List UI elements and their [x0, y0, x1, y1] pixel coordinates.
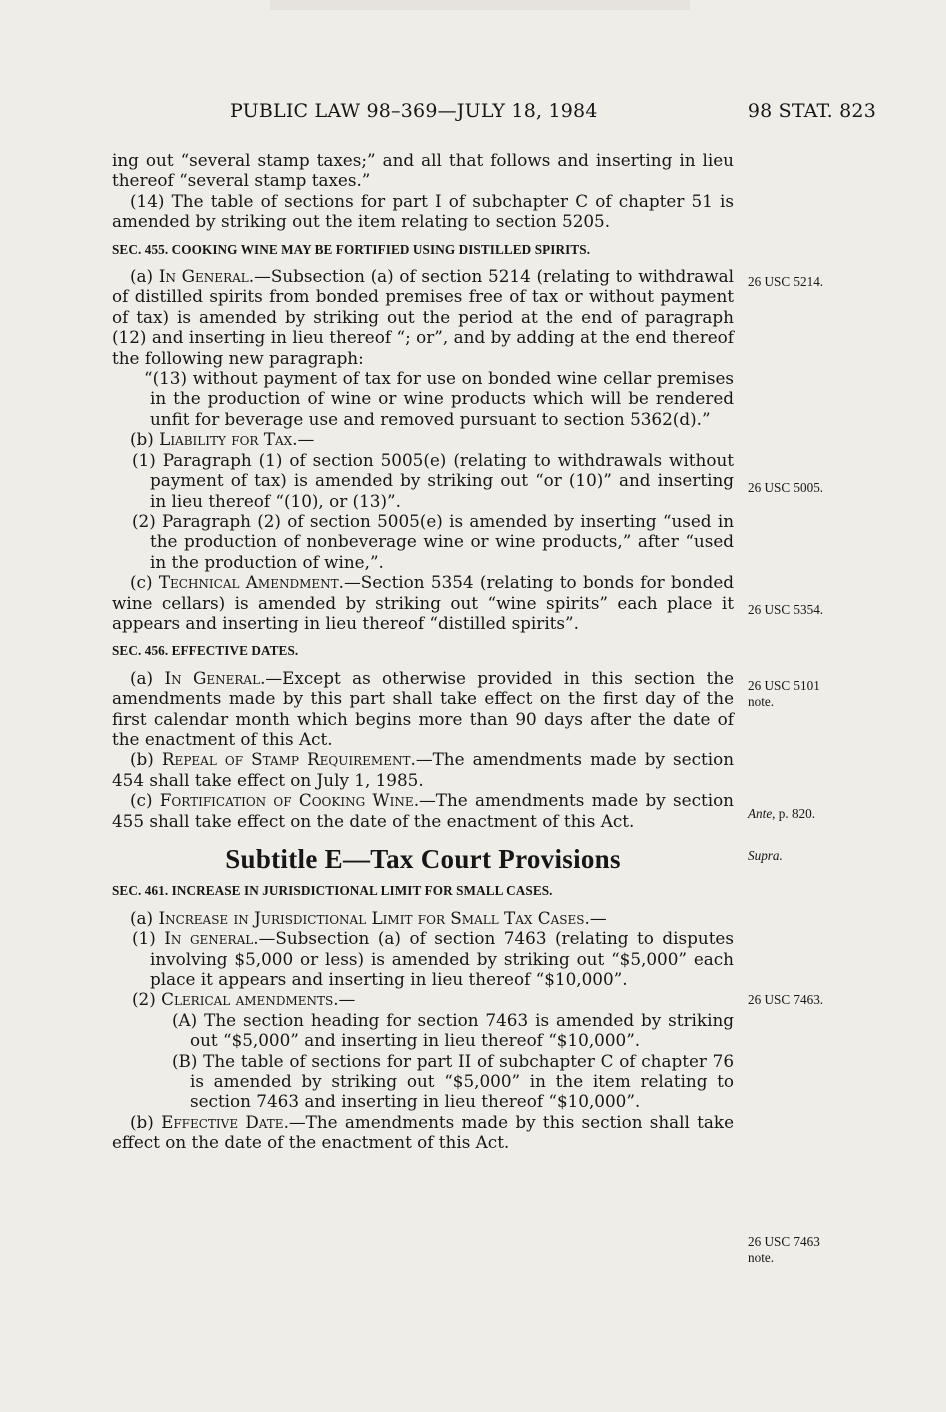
- paragraph-heading: In general: [164, 928, 254, 949]
- section-455-c: [112, 572, 734, 633]
- body-text-column: [112, 150, 734, 1153]
- section-456-a: [112, 668, 734, 750]
- subsection-label: (a): [130, 667, 165, 688]
- margin-note-line: 26 USC 7463: [748, 1234, 820, 1249]
- paragraph-14: (14) The table of sections for part I of subchapter C of chapter 51 is amended by striking out the item relating to section 5205.: [112, 190, 734, 232]
- margin-note-supra: Supra.: [748, 848, 783, 863]
- subsection-label: (a): [130, 266, 159, 287]
- subsection-heading: Fortification of Cooking Wine: [159, 790, 414, 811]
- margin-note-26usc5101: [748, 678, 820, 710]
- section-461-a-1: [112, 928, 734, 989]
- section-455-heading: SEC. 455. COOKING WINE MAY BE FORTIFIED USING DISTILLED SPIRITS.: [112, 241, 591, 257]
- section-455-b-1: (1) Paragraph (1) of section 5005(e) (relating to withdrawals without payment of tax) is amended by striking out “or (10)” and inserting in lieu thereof “(10), or (13)”.: [132, 449, 734, 511]
- section-461-a-2-B: (B) The table of sections for part II of subchapter C of chapter 76 is amended by striking out “$5,000” in the item relating to section 7463 and inserting in lieu thereof “$10,000”.: [172, 1050, 734, 1112]
- subsection-heading: In General: [164, 667, 261, 688]
- section-461-b: [112, 1112, 734, 1153]
- subsection-dash: .—: [292, 429, 315, 450]
- subsection-label: (c): [130, 790, 160, 811]
- subsection-text: .—Subsection (a) of section 5214 (relating to withdrawal of distilled spirits from bonded premises free of tax or without payment of tax) is amended by striking out the period at the end of paragraph (12) and inserting in lieu thereof “; or”, and by adding at the end thereof the following new paragraph:: [112, 266, 735, 368]
- margin-note-italic: Ante: [748, 806, 773, 821]
- paragraph-label: (2): [132, 989, 162, 1010]
- paragraph-heading: Clerical amendments: [161, 989, 334, 1010]
- subsection-text: .—Section 5354 (relating to bonds for bonded wine cellars) is amended by striking out “wine spirits” each place it appears and inserting in lieu thereof “distilled spirits”.: [112, 572, 734, 633]
- margin-note-ante: [748, 806, 815, 822]
- margin-note-line: note.: [748, 694, 775, 709]
- margin-note-26usc5354: 26 USC 5354.: [748, 602, 824, 617]
- paragraph-continuation: ing out “several stamp taxes;” and all that follows and inserting in lieu thereof “several stamp taxes.”: [112, 150, 734, 191]
- subsection-dash: .—: [584, 907, 607, 928]
- subsection-label: (b): [130, 749, 162, 770]
- section-461-a: [112, 908, 734, 928]
- quoted-paragraph-13: “(13) without payment of tax for use on bonded wine cellar premises in the production of wine or wine products which will be rendered unfit for beverage use and removed pursuant to section 5362(d).”: [144, 368, 734, 429]
- subsection-heading: Liability for Tax: [159, 429, 293, 450]
- subsection-label: (b): [130, 1111, 162, 1132]
- subsection-heading: Repeal of Stamp Requirement: [161, 749, 411, 770]
- paragraph-text: .—Subsection (a) of section 7463 (relating to disputes involving $5,000 or less) is amended by striking out “$5,000” each place it appears and inserting in lieu thereof “$10,000”.: [150, 928, 734, 990]
- header-title: PUBLIC LAW 98–369—JULY 18, 1984: [230, 100, 598, 122]
- margin-note-26usc7463-note: [748, 1234, 820, 1266]
- subsection-label: (c): [130, 572, 159, 593]
- subsection-text: .—The amendments made by section 454 shall take effect on July 1, 1985.: [112, 749, 735, 790]
- subsection-text: .—The amendments made by section 455 shall take effect on the date of the enactment of this Act.: [112, 790, 734, 831]
- margin-note-26usc5005: 26 USC 5005.: [748, 480, 824, 495]
- margin-note-26usc7463: 26 USC 7463.: [748, 992, 824, 1007]
- section-456-c: [112, 790, 734, 831]
- subtitle-heading: Subtitle E—Tax Court Provisions: [225, 844, 621, 874]
- margin-note-26usc5214: 26 USC 5214.: [748, 274, 824, 289]
- section-455-a: [112, 266, 734, 368]
- section-461-a-2-A: (A) The section heading for section 7463 is amended by striking out “$5,000” and inserting in lieu thereof “$10,000”.: [172, 1009, 734, 1051]
- margin-note-line: 26 USC 5101: [748, 678, 820, 693]
- header-stat-page: 98 STAT. 823: [747, 100, 876, 122]
- margin-note-rest: , p. 820.: [772, 806, 816, 821]
- section-461-heading: SEC. 461. INCREASE IN JURISDICTIONAL LIMIT FOR SMALL CASES.: [112, 883, 553, 899]
- subsection-text: .—The amendments made by this section shall take effect on the date of the enactment of this Act.: [112, 1111, 735, 1153]
- subsection-text: .—Except as otherwise provided in this section the amendments made by this part shall take effect on the first day of the first calendar month which begins more than 90 days after the date of the enactment of this Act.: [112, 667, 735, 749]
- section-456-heading: SEC. 456. EFFECTIVE DATES.: [112, 643, 299, 659]
- subsection-heading: In General: [158, 266, 249, 287]
- subsection-heading: Effective Date: [161, 1111, 284, 1132]
- subsection-label: (b): [130, 429, 160, 450]
- section-455-b-2: (2) Paragraph (2) of section 5005(e) is amended by inserting “used in the production of nonbeverage wine or wine products,” after “used in the production of wine,”.: [132, 510, 734, 572]
- paragraph-dash: .—: [333, 989, 356, 1010]
- section-455-b: [112, 429, 734, 449]
- paragraph-label: (1): [132, 928, 165, 949]
- subsection-heading: Technical Amendment: [158, 572, 339, 593]
- page-header: [0, 100, 946, 130]
- margin-note-line: note.: [748, 1250, 775, 1265]
- subsection-heading: Increase in Jurisdictional Limit for Small Tax Cases: [158, 907, 585, 928]
- subsection-label: (a): [130, 907, 159, 928]
- section-456-b: [112, 749, 734, 790]
- section-461-a-2: [112, 989, 734, 1009]
- show-through-smudge: [270, 0, 690, 10]
